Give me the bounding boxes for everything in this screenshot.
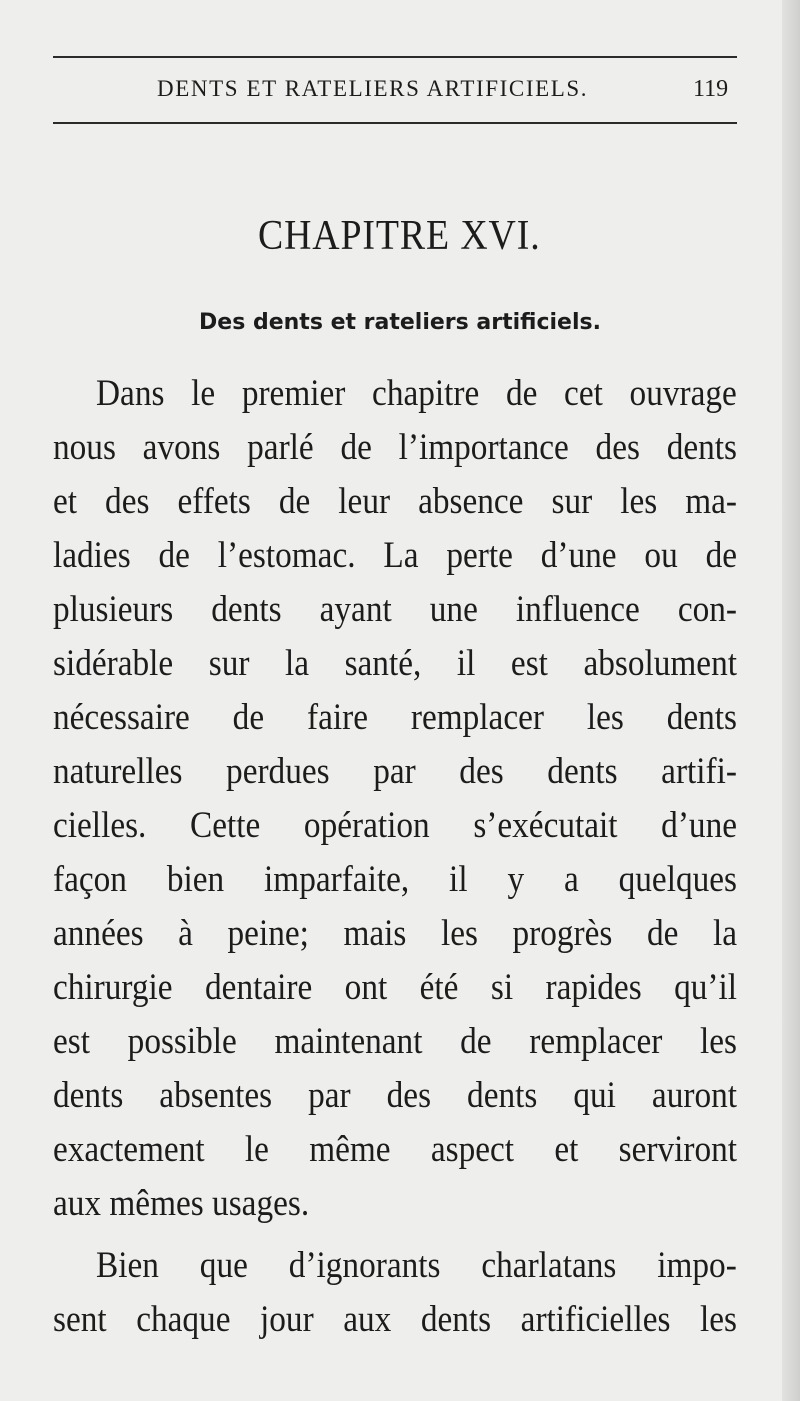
chapter-subtitle: Des dents et rateliers artificiels. bbox=[199, 310, 601, 335]
body-line: nous avons parlé de l’importance des dents bbox=[53, 427, 737, 468]
body-line: Dans le premier chapitre de cet ouvrage bbox=[96, 373, 737, 414]
body-line: plusieurs dents ayant une influence con- bbox=[53, 589, 737, 630]
body-line: ladies de l’estomac. La perte d’une ou de bbox=[53, 535, 737, 576]
body-line: sent chaque jour aux dents artificielles les bbox=[53, 1299, 737, 1340]
body-line: dents absentes par des dents qui auront bbox=[53, 1075, 737, 1116]
body-line: est possible maintenant de remplacer les bbox=[53, 1021, 737, 1062]
page-edge bbox=[782, 0, 800, 1401]
body-line: sidérable sur la santé, il est absolument bbox=[53, 643, 737, 684]
header-rule-bottom bbox=[53, 122, 737, 124]
body-line: nécessaire de faire remplacer les dents bbox=[53, 697, 737, 738]
body-line: naturelles perdues par des dents artifi- bbox=[53, 751, 737, 792]
body-line: années à peine; mais les progrès de la bbox=[53, 913, 737, 954]
page-number: 119 bbox=[693, 76, 729, 102]
running-title: DENTS ET RATELIERS ARTIFICIELS. bbox=[157, 76, 589, 101]
body-line: façon bien imparfaite, il y a quelques bbox=[53, 859, 737, 900]
body-line: cielles. Cette opération s’exécutait d’une bbox=[53, 805, 737, 846]
body-line: Bien que d’ignorants charlatans impo- bbox=[96, 1245, 737, 1286]
header-rule-top bbox=[53, 56, 737, 58]
body-line: aux mêmes usages. bbox=[53, 1183, 310, 1224]
body-line: exactement le même aspect et serviront bbox=[53, 1129, 737, 1170]
body-line: et des effets de leur absence sur les ma- bbox=[53, 481, 737, 522]
chapter-title: CHAPITRE XVI. bbox=[258, 213, 541, 259]
body-line: chirurgie dentaire ont été si rapides qu’il bbox=[53, 967, 737, 1008]
